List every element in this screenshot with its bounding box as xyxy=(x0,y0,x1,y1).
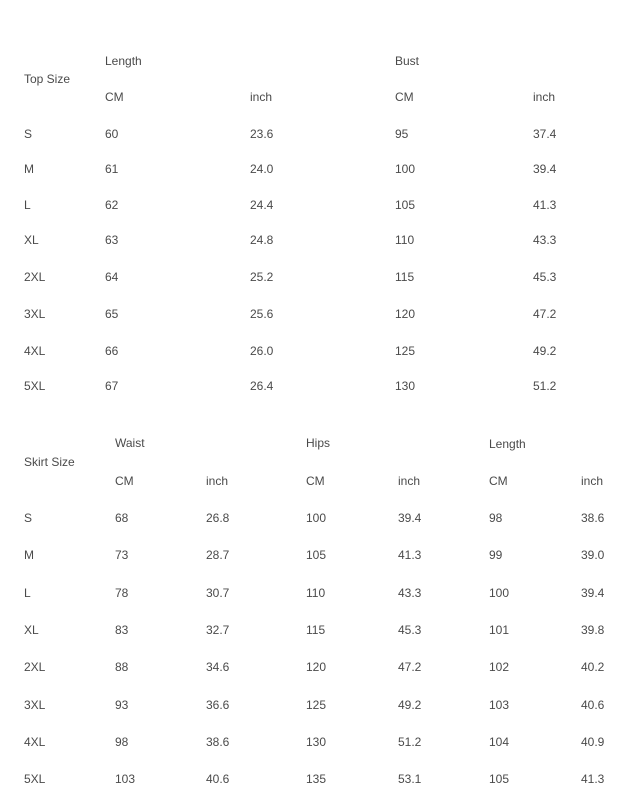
skirt-unit-length-cm: CM xyxy=(489,474,508,488)
skirt-value-cell: 115 xyxy=(306,623,326,637)
top-value-cell: 24.4 xyxy=(250,198,274,212)
top-value-cell: 37.4 xyxy=(533,127,557,141)
top-size-cell: 3XL xyxy=(24,307,46,321)
top-value-cell: 63 xyxy=(105,233,119,247)
skirt-value-cell: 34.6 xyxy=(206,660,230,674)
skirt-value-cell: 26.8 xyxy=(206,511,230,525)
skirt-unit-waist-cm: CM xyxy=(115,474,134,488)
skirt-value-cell: 39.8 xyxy=(581,623,605,637)
skirt-group-length: Length xyxy=(489,437,526,451)
top-value-cell: 51.2 xyxy=(533,379,557,393)
skirt-value-cell: 100 xyxy=(306,511,327,525)
top-value-cell: 26.4 xyxy=(250,379,274,393)
top-value-cell: 95 xyxy=(395,127,409,141)
top-size-cell: M xyxy=(24,162,34,176)
top-value-cell: 60 xyxy=(105,127,119,141)
top-size-cell: XL xyxy=(24,233,39,247)
skirt-value-cell: 51.2 xyxy=(398,735,422,749)
skirt-group-hips: Hips xyxy=(306,436,331,450)
skirt-value-cell: 47.2 xyxy=(398,660,422,674)
skirt-value-cell: 53.1 xyxy=(398,772,422,786)
skirt-value-cell: 100 xyxy=(489,586,510,600)
top-value-cell: 61 xyxy=(105,162,119,176)
skirt-value-cell: 104 xyxy=(489,735,510,749)
top-value-cell: 66 xyxy=(105,344,119,358)
skirt-value-cell: 41.3 xyxy=(398,548,422,562)
top-size-cell: 4XL xyxy=(24,344,46,358)
skirt-value-cell: 36.6 xyxy=(206,698,230,712)
skirt-size-cell: M xyxy=(24,548,34,562)
skirt-value-cell: 125 xyxy=(306,698,327,712)
top-size-cell: L xyxy=(24,198,31,212)
skirt-unit-waist-inch: inch xyxy=(206,474,229,488)
top-value-cell: 115 xyxy=(395,270,415,284)
top-size-label: Top Size xyxy=(24,72,71,86)
top-value-cell: 26.0 xyxy=(250,344,274,358)
top-value-cell: 25.6 xyxy=(250,307,274,321)
skirt-value-cell: 40.2 xyxy=(581,660,605,674)
skirt-value-cell: 39.0 xyxy=(581,548,605,562)
skirt-size-label: Skirt Size xyxy=(24,455,75,469)
skirt-size-cell: 2XL xyxy=(24,660,46,674)
top-value-cell: 100 xyxy=(395,162,416,176)
skirt-value-cell: 45.3 xyxy=(398,623,422,637)
skirt-value-cell: 49.2 xyxy=(398,698,422,712)
skirt-value-cell: 39.4 xyxy=(398,511,422,525)
top-unit-bust-inch: inch xyxy=(533,90,556,104)
top-value-cell: 110 xyxy=(395,233,415,247)
skirt-unit-hips-cm: CM xyxy=(306,474,325,488)
skirt-value-cell: 30.7 xyxy=(206,586,230,600)
skirt-size-cell: 5XL xyxy=(24,772,46,786)
top-size-cell: S xyxy=(24,127,33,141)
skirt-value-cell: 68 xyxy=(115,511,129,525)
skirt-value-cell: 28.7 xyxy=(206,548,230,562)
skirt-value-cell: 40.6 xyxy=(581,698,605,712)
skirt-value-cell: 78 xyxy=(115,586,129,600)
skirt-value-cell: 73 xyxy=(115,548,129,562)
top-value-cell: 120 xyxy=(395,307,416,321)
top-value-cell: 62 xyxy=(105,198,119,212)
top-value-cell: 65 xyxy=(105,307,119,321)
top-value-cell: 43.3 xyxy=(533,233,557,247)
top-value-cell: 47.2 xyxy=(533,307,557,321)
top-size-cell: 5XL xyxy=(24,379,46,393)
skirt-unit-hips-inch: inch xyxy=(398,474,421,488)
skirt-size-cell: 3XL xyxy=(24,698,46,712)
top-value-cell: 125 xyxy=(395,344,416,358)
skirt-value-cell: 103 xyxy=(489,698,510,712)
top-unit-length-inch: inch xyxy=(250,90,273,104)
top-value-cell: 23.6 xyxy=(250,127,274,141)
skirt-size-cell: XL xyxy=(24,623,39,637)
skirt-size-cell: L xyxy=(24,586,31,600)
skirt-value-cell: 41.3 xyxy=(581,772,605,786)
skirt-value-cell: 40.6 xyxy=(206,772,230,786)
skirt-value-cell: 102 xyxy=(489,660,510,674)
skirt-unit-length-inch: inch xyxy=(581,474,604,488)
top-value-cell: 41.3 xyxy=(533,198,557,212)
skirt-value-cell: 98 xyxy=(115,735,129,749)
top-unit-length-cm: CM xyxy=(105,90,124,104)
skirt-value-cell: 135 xyxy=(306,772,327,786)
top-value-cell: 49.2 xyxy=(533,344,557,358)
skirt-value-cell: 38.6 xyxy=(581,511,605,525)
skirt-value-cell: 103 xyxy=(115,772,136,786)
top-value-cell: 130 xyxy=(395,379,416,393)
skirt-value-cell: 99 xyxy=(489,548,503,562)
skirt-size-cell: S xyxy=(24,511,33,525)
skirt-value-cell: 120 xyxy=(306,660,327,674)
skirt-value-cell: 93 xyxy=(115,698,129,712)
top-value-cell: 64 xyxy=(105,270,119,284)
skirt-value-cell: 38.6 xyxy=(206,735,230,749)
skirt-value-cell: 101 xyxy=(489,623,510,637)
skirt-value-cell: 130 xyxy=(306,735,327,749)
top-value-cell: 105 xyxy=(395,198,416,212)
skirt-value-cell: 88 xyxy=(115,660,129,674)
top-group-bust: Bust xyxy=(395,54,420,68)
skirt-value-cell: 110 xyxy=(306,586,326,600)
top-value-cell: 25.2 xyxy=(250,270,274,284)
top-group-length: Length xyxy=(105,54,142,68)
skirt-group-waist: Waist xyxy=(115,436,145,450)
top-value-cell: 45.3 xyxy=(533,270,557,284)
skirt-value-cell: 39.4 xyxy=(581,586,605,600)
skirt-value-cell: 43.3 xyxy=(398,586,422,600)
skirt-value-cell: 105 xyxy=(306,548,327,562)
top-value-cell: 39.4 xyxy=(533,162,557,176)
skirt-value-cell: 98 xyxy=(489,511,503,525)
top-unit-bust-cm: CM xyxy=(395,90,414,104)
top-value-cell: 67 xyxy=(105,379,119,393)
top-value-cell: 24.8 xyxy=(250,233,274,247)
skirt-size-cell: 4XL xyxy=(24,735,46,749)
skirt-value-cell: 40.9 xyxy=(581,735,605,749)
skirt-value-cell: 83 xyxy=(115,623,129,637)
skirt-value-cell: 32.7 xyxy=(206,623,230,637)
skirt-value-cell: 105 xyxy=(489,772,510,786)
top-value-cell: 24.0 xyxy=(250,162,274,176)
top-size-cell: 2XL xyxy=(24,270,46,284)
